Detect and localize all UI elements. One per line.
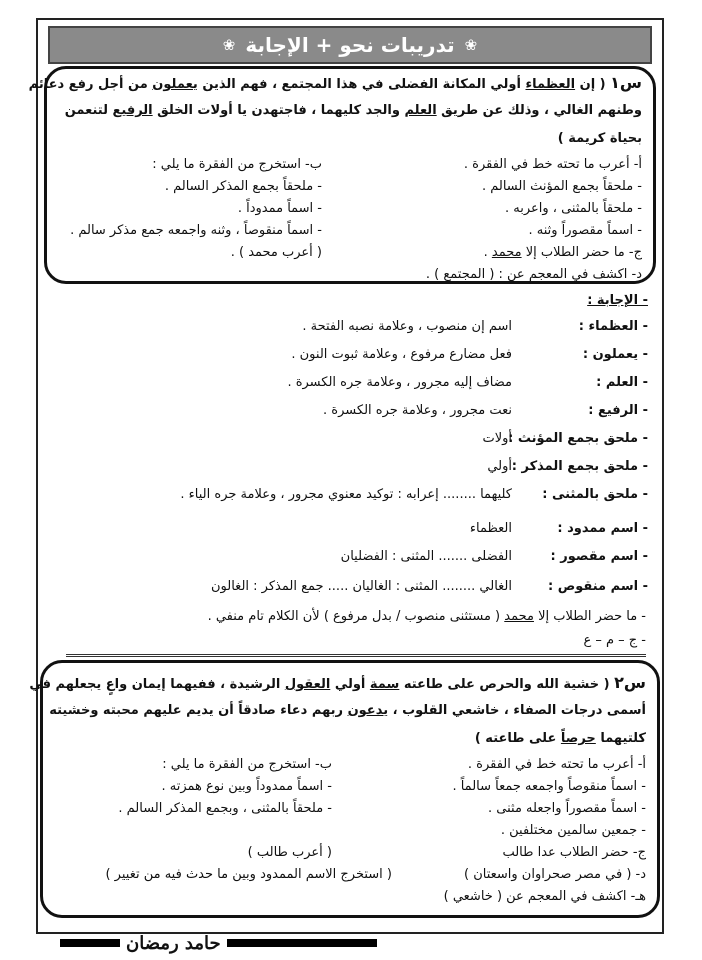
answer-c: - ما حضر الطلاب إلا محمد ( مستثنى منصوب / بدل مرفوع ) لأن الكلام تام منفي . [207, 609, 646, 624]
answer-row-label: - العلم : [596, 375, 648, 390]
q1-item-d: د- اكشف في المعجم عن : ( المجتمع ) . [425, 267, 642, 282]
q1-paragraph-line-3: بحياة كريمة ) [557, 131, 642, 146]
q1-item-c: ج- ما حضر الطلاب إلا محمد . [483, 245, 642, 260]
answer-row-text: أولات [482, 431, 512, 446]
answer-row-label: - اسم مقصور : [550, 549, 648, 564]
q1-item-c-instruction: ( أعرب محمد ) . [230, 245, 322, 260]
q1-paragraph-line-2: وطنهم الغالي ، وذلك عن طريق العلم والجد كليهما ، فاجتهدن يا أولات الخلق الرفيع لتنعمن [64, 103, 642, 118]
answer-row-text: الفضلى ....... المثنى : الفضليان [340, 549, 512, 564]
underlined-word: العظماء [525, 77, 576, 92]
q1-number: س١ [610, 73, 642, 92]
q2-item-d: د- ( في مصر صحراوان واسعتان ) [463, 867, 646, 882]
answer-row-text: أولي [487, 459, 512, 474]
underlined-word: يعملون [152, 77, 198, 92]
q2-item-e: هـ- اكشف في المعجم عن ( خاشعي ) [443, 889, 646, 904]
underlined-word: محمد [491, 245, 522, 260]
q1-item-b1: - ملحقاً بجمع المذكر السالم . [164, 179, 322, 194]
q2-paragraph-line-3: كلتيهما حرصاً على طاعته ) [474, 731, 646, 746]
footer-signature [60, 932, 380, 954]
signature-stroke [227, 939, 377, 947]
q1-item-a1: - ملحقاً بجمع المؤنث السالم . [481, 179, 642, 194]
underlined-word: العقول [284, 677, 331, 692]
q1-item-b2: - اسماً ممدوداً . [237, 201, 322, 216]
answer-row-label: - العظماء : [578, 319, 648, 334]
q2-item-a1: - اسماً منقوصاً واجمعه جمعاً سالماً . [452, 779, 646, 794]
author-signature: حامد رمضان [126, 932, 221, 954]
q2-paragraph-line-2: أسمى درجات الصفاء ، خاشعي القلوب ، يدعون ربهم دعاء صادقاً أن يديم عليهم محبته وخشيته [49, 703, 646, 718]
answer-row-label: - اسم منقوص : [548, 579, 648, 594]
answer-row-text: كليهما ........ إعرابه : توكيد معنوي مجرور ، وعلامة جره الياء . [180, 487, 512, 502]
q2-paragraph-line-1: س٢ ( خشية الله والحرص على طاعته سمة أولي العقول الرشيدة ، ففيهما إيمان واعٍ يجعلهم في [29, 673, 646, 692]
page-title: تدريبات نحو + الإجابة [245, 33, 455, 57]
answer-row-text: العظماء [469, 521, 512, 536]
answer-row-label: - ملحق بجمع المذكر : [511, 459, 648, 474]
answer-row-label: - يعملون : [582, 347, 648, 362]
answer-row-text: اسم إن منصوب ، وعلامة نصبه الفتحة . [302, 319, 512, 334]
underlined-word: حرصاً [560, 731, 596, 746]
q1-paragraph-line-1: س١ ( إن العظماء أولي المكانة الفضلى في هذا المجتمع ، فهم الذين يعملون من أجل رفع دعائم [28, 73, 642, 92]
q2-item-a3: - جمعين سالمين مختلفين . [500, 823, 646, 838]
q1-item-a-title: أ- أعرب ما تحته خط في الفقرة . [463, 157, 642, 172]
underlined-word: يدعون [347, 703, 389, 718]
q2-item-c: ج- حضر الطلاب عدا طالب [502, 845, 646, 860]
answer-row-text: الغالي ........ المثنى : الغاليان ..... جمع المذكر : الغالون [210, 579, 512, 594]
answer-row-text: نعت مجرور ، وعلامة جره الكسرة . [323, 403, 512, 418]
answer-row-text: فعل مضارع مرفوع ، وعلامة ثبوت النون . [291, 347, 512, 362]
q2-number: س٢ [614, 673, 646, 692]
underlined-word: محمد [504, 609, 534, 624]
q2-item-a-title: أ- أعرب ما تحته خط في الفقرة . [467, 757, 646, 772]
q2-item-b-title: ب- استخرج من الفقرة ما يلي : [162, 757, 332, 772]
answer-d: - ج – م – ع [583, 633, 646, 648]
q2-item-a2: - اسماً مقصوراً واجعله مثنى . [488, 801, 646, 816]
title-banner [48, 26, 652, 64]
answer-row-text: مضاف إليه مجرور ، وعلامة جره الكسرة . [287, 375, 512, 390]
q2-item-c-instruction: ( أعرب طالب ) [247, 845, 332, 860]
q1-item-b3: - اسماً منقوصاً ، وثنه واجمعه جمع مذكر سالم . [70, 223, 322, 238]
q1-item-a2: - ملحقاً بالمثنى ، واعربه . [504, 201, 642, 216]
answer-title: - الإجابة : [587, 293, 648, 308]
underlined-word: العلم [404, 103, 437, 118]
section-divider [66, 654, 646, 657]
answer-row-label: - الرفيع : [588, 403, 648, 418]
answer-row-label: - ملحق بالمثنى : [542, 487, 648, 502]
answer-row-label: - ملحق بجمع المؤنث : [508, 431, 648, 446]
q2-item-b1: - اسماً ممدوداً وبين نوع همزته . [161, 779, 332, 794]
underlined-word: سمة [369, 677, 400, 692]
q1-item-b-title: ب- استخرج من الفقرة ما يلي : [152, 157, 322, 172]
underlined-word: الرفيع [112, 103, 153, 118]
q1-item-a3: - اسماً مقصوراً وثنه . [528, 223, 642, 238]
q2-item-d-instruction: ( استخرج الاسم الممدود وبين ما حدث فيه من تغيير ) [105, 867, 392, 882]
signature-stroke [60, 939, 120, 947]
answer-row-label: - اسم ممدود : [557, 521, 648, 536]
flower-ornament-icon: ❀ [464, 36, 478, 54]
flower-ornament-icon: ❀ [222, 36, 236, 54]
q2-item-b2: - ملحقاً بالمثنى ، وبجمع المذكر السالم . [118, 801, 332, 816]
